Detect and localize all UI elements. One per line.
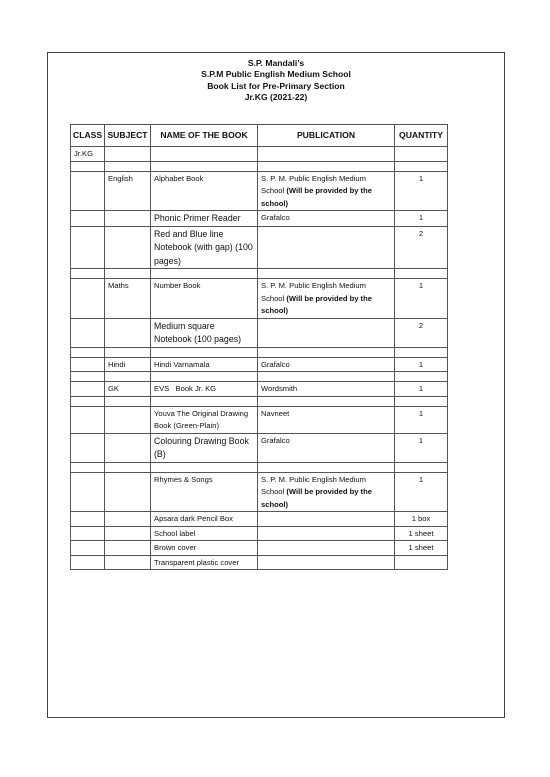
quantity-cell: 2	[395, 318, 448, 347]
book-name-cell: Colouring Drawing Book (B)	[151, 433, 258, 462]
book-name-cell: Youva The Original Drawing Book (Green-Plain)	[151, 406, 258, 433]
quantity-cell: 1 sheet	[395, 526, 448, 541]
book-name-cell: Red and Blue line Notebook (with gap) (100 pages)	[151, 226, 258, 269]
book-list-table	[70, 124, 448, 570]
table-row	[71, 526, 448, 541]
subject-cell: GK	[105, 382, 151, 397]
org-name: S.P. Mandali’s	[247, 58, 305, 68]
quantity-cell: 1	[395, 382, 448, 397]
publication-cell: Wordsmith	[258, 382, 395, 397]
col-header-subject: SUBJECT	[105, 125, 151, 147]
publication-cell: Navneet	[258, 406, 395, 433]
book-name-cell: Hindi Varnamala	[151, 357, 258, 372]
book-name-cell: Number Book	[151, 279, 258, 319]
document-header	[47, 58, 505, 103]
table-row	[71, 318, 448, 347]
publication-cell: S. P. M. Public English Medium School (Will be provided by the school)	[258, 171, 395, 211]
book-name-cell: Rhymes & Songs	[151, 472, 258, 512]
publication-cell: S. P. M. Public English Medium School (Will be provided by the school)	[258, 472, 395, 512]
publication-cell: Grafalco	[258, 211, 395, 227]
col-header-book: NAME OF THE BOOK	[151, 125, 258, 147]
table-row	[71, 226, 448, 269]
quantity-cell: 1	[395, 279, 448, 319]
table-header-row	[71, 125, 448, 147]
item-name-cell: Brown cover	[151, 541, 258, 556]
quantity-cell: 1 box	[395, 512, 448, 527]
subject-cell: Maths	[105, 279, 151, 319]
book-name-cell: Alphabet Book	[151, 171, 258, 211]
item-name-cell: Transparent plastic cover	[151, 555, 258, 570]
book-name-cell: Medium square Notebook (100 pages)	[151, 318, 258, 347]
table-row	[71, 211, 448, 227]
table-row	[71, 357, 448, 372]
table-row	[71, 555, 448, 570]
spacer-row	[71, 372, 448, 382]
publication-cell: Grafalco	[258, 357, 395, 372]
spacer-row	[71, 161, 448, 171]
school-name: S.P.M Public English Medium School	[201, 69, 351, 80]
spacer-row	[71, 347, 448, 357]
table-row	[71, 512, 448, 527]
publication-cell: Grafalco	[258, 433, 395, 462]
quantity-cell: 1	[395, 211, 448, 227]
spacer-row	[71, 269, 448, 279]
publication-cell: S. P. M. Public English Medium School (Will be provided by the school)	[258, 279, 395, 319]
quantity-cell: 1	[395, 433, 448, 462]
table-row	[71, 541, 448, 556]
subject-cell: English	[105, 171, 151, 211]
subject-cell: Hindi	[105, 357, 151, 372]
class-year: Jr.KG (2021-22)	[244, 91, 308, 102]
table-row	[71, 147, 448, 162]
quantity-cell: 1	[395, 472, 448, 512]
col-header-publication: PUBLICATION	[258, 125, 395, 147]
item-name-cell: Apsara dark Pencil Box	[151, 512, 258, 527]
quantity-cell: 2	[395, 226, 448, 269]
table-row	[71, 406, 448, 433]
class-cell: Jr.KG	[71, 147, 105, 162]
book-name-cell: EVS Book Jr. KG	[151, 382, 258, 397]
table-row	[71, 433, 448, 462]
table-row	[71, 171, 448, 211]
quantity-cell: 1	[395, 171, 448, 211]
item-name-cell: School label	[151, 526, 258, 541]
list-title: Book List for Pre-Primary Section	[207, 80, 345, 91]
col-header-class: CLASS	[71, 125, 105, 147]
table-row	[71, 382, 448, 397]
book-name-cell: Phonic Primer Reader	[151, 211, 258, 227]
quantity-cell: 1 sheet	[395, 541, 448, 556]
spacer-row	[71, 462, 448, 472]
table-row	[71, 279, 448, 319]
table-row	[71, 472, 448, 512]
spacer-row	[71, 396, 448, 406]
quantity-cell: 1	[395, 406, 448, 433]
quantity-cell: 1	[395, 357, 448, 372]
col-header-quantity: QUANTITY	[395, 125, 448, 147]
